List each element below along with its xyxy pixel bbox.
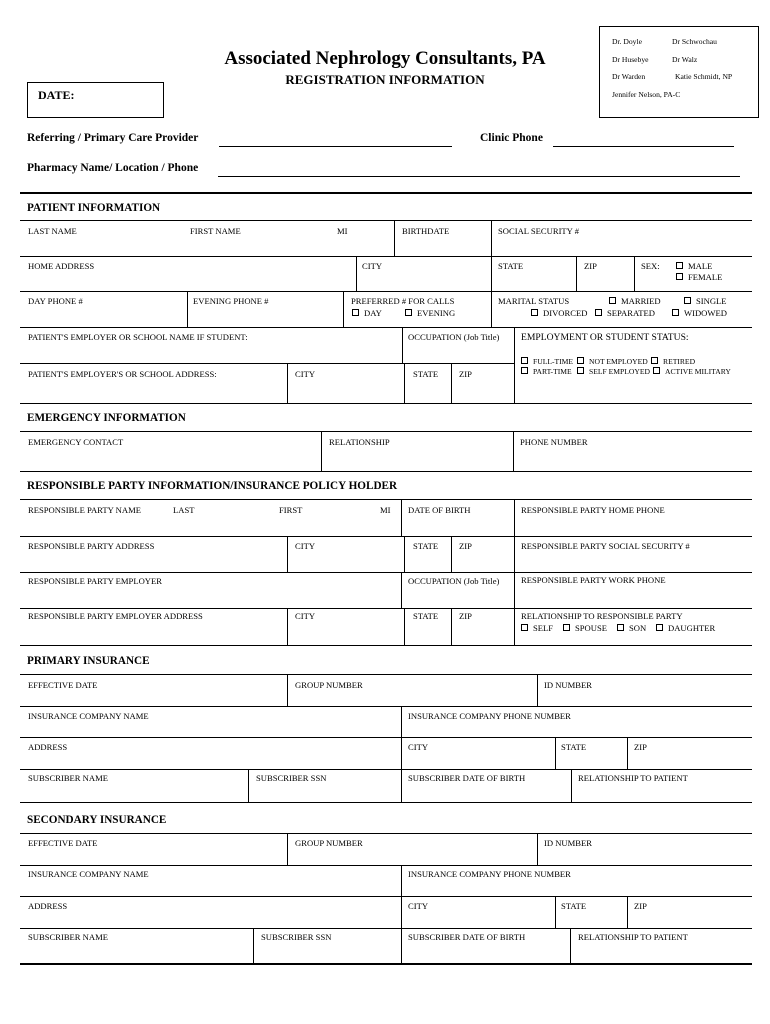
employer-label: PATIENT'S EMPLOYER OR SCHOOL NAME IF STUDENT: [28, 332, 248, 342]
self-employed-option[interactable] [577, 367, 650, 376]
option-label: DAUGHTER [668, 623, 716, 633]
part-time-option[interactable] [521, 367, 572, 376]
state-label: STATE [561, 901, 587, 911]
option-label: DAY [364, 308, 382, 318]
sex-label: SEX: [641, 261, 660, 271]
rp-home-phone-label: RESPONSIBLE PARTY HOME PHONE [521, 505, 665, 515]
daughter-option[interactable] [656, 624, 715, 633]
checkbox[interactable] [563, 624, 570, 631]
divider [20, 928, 752, 929]
option-label: EVENING [417, 308, 456, 318]
checkbox[interactable] [577, 367, 584, 374]
divider [571, 769, 572, 802]
doctor-name: Dr Schwochau [672, 37, 717, 46]
divider [576, 256, 577, 291]
mi-label: MI [337, 226, 348, 236]
id-number-label: ID NUMBER [544, 680, 592, 690]
checkbox[interactable] [656, 624, 663, 631]
occupation-label: OCCUPATION (Job Title) [408, 332, 500, 342]
city-label: CITY [295, 369, 316, 379]
checkbox[interactable] [521, 357, 528, 364]
not-employed-option[interactable] [577, 357, 648, 366]
zip-label: ZIP [459, 541, 472, 551]
preferred-label: PREFERRED # FOR CALLS [351, 296, 455, 306]
section-heading: SECONDARY INSURANCE [27, 814, 167, 826]
option-label: ACTIVE MILITARY [665, 367, 731, 376]
group-number-label: GROUP NUMBER [295, 680, 363, 690]
relationship-label: RELATIONSHIP [329, 437, 390, 447]
divider [20, 471, 752, 472]
divider [401, 706, 402, 802]
insurance-company-label: INSURANCE COMPANY NAME [28, 711, 149, 721]
divider [321, 431, 322, 471]
full-time-option[interactable] [521, 357, 573, 366]
effective-date-label: EFFECTIVE DATE [28, 680, 98, 690]
option-label: SELF [533, 623, 554, 633]
state-label: STATE [498, 261, 524, 271]
doctor-name: Dr Warden [612, 72, 646, 81]
divider [627, 737, 628, 769]
rp-employer-label: RESPONSIBLE PARTY EMPLOYER [28, 576, 162, 586]
pharmacy-field[interactable] [218, 176, 740, 177]
effective-date-label: EFFECTIVE DATE [28, 838, 98, 848]
divider [404, 536, 405, 572]
section-divider [20, 192, 752, 194]
option-label: NOT EMPLOYED [589, 357, 648, 366]
state-label: STATE [413, 369, 439, 379]
divider [513, 431, 514, 471]
option-label: MALE [688, 261, 713, 271]
divider [402, 327, 403, 363]
checkbox[interactable] [352, 309, 359, 316]
subscriber-name-label: SUBSCRIBER NAME [28, 932, 108, 942]
divorced-option[interactable] [531, 309, 587, 318]
checkbox[interactable] [676, 273, 683, 280]
divider [20, 256, 752, 257]
last-name-label: LAST NAME [28, 226, 77, 236]
relationship-to-patient-label: RELATIONSHIP TO PATIENT [578, 932, 688, 942]
divider [451, 536, 452, 572]
occupation-label: OCCUPATION (Job Title) [408, 576, 500, 586]
divider [343, 291, 344, 327]
home-address-label: HOME ADDRESS [28, 261, 95, 271]
divider [20, 536, 752, 537]
divider [401, 572, 402, 608]
divider [20, 737, 752, 738]
female-option[interactable] [676, 273, 722, 282]
rp-name-label: RESPONSIBLE PARTY NAME [28, 505, 141, 515]
first-name-label: FIRST NAME [190, 226, 241, 236]
city-label: CITY [295, 611, 316, 621]
spouse-option[interactable] [563, 624, 607, 633]
divider [491, 291, 492, 327]
subscriber-ssn-label: SUBSCRIBER SSN [256, 773, 327, 783]
divider [404, 608, 405, 645]
divider [20, 865, 752, 866]
doctor-name: Katie Schmidt, NP [675, 72, 733, 81]
insurance-phone-label: INSURANCE COMPANY PHONE NUMBER [408, 869, 571, 879]
section-heading: EMERGENCY INFORMATION [27, 412, 186, 424]
employment-status-label: EMPLOYMENT OR STUDENT STATUS: [521, 332, 689, 343]
rp-dob-label: DATE OF BIRTH [408, 505, 471, 515]
referring-label: Referring / Primary Care Provider [27, 132, 199, 144]
option-label: PART-TIME [533, 367, 572, 376]
divider [287, 536, 288, 572]
divider [287, 674, 288, 706]
divider [20, 896, 752, 897]
section-heading: PATIENT INFORMATION [27, 202, 161, 214]
zip-label: ZIP [634, 742, 647, 752]
divider [20, 291, 752, 292]
checkbox[interactable] [531, 309, 538, 316]
city-label: CITY [408, 742, 429, 752]
insurance-phone-label: INSURANCE COMPANY PHONE NUMBER [408, 711, 571, 721]
rp-last-label: LAST [173, 505, 195, 515]
divider [401, 865, 402, 964]
retired-option[interactable] [651, 357, 695, 366]
checkbox[interactable] [651, 357, 658, 364]
divider [570, 928, 571, 964]
divider [20, 963, 752, 965]
divider [394, 220, 395, 256]
divider [20, 327, 752, 328]
birthdate-label: BIRTHDATE [402, 226, 450, 236]
option-label: SELF EMPLOYED [589, 367, 650, 376]
ssn-label: SOCIAL SECURITY # [498, 226, 580, 236]
option-label: SPOUSE [575, 623, 607, 633]
divider [20, 802, 752, 803]
rp-address-label: RESPONSIBLE PARTY ADDRESS [28, 541, 155, 551]
address-label: ADDRESS [28, 901, 68, 911]
divider [537, 674, 538, 706]
subscriber-ssn-label: SUBSCRIBER SSN [261, 932, 332, 942]
divider [187, 291, 188, 327]
rp-work-phone-label: RESPONSIBLE PARTY WORK PHONE [521, 575, 666, 585]
divider [491, 256, 492, 291]
divider [404, 363, 405, 403]
rp-mi-label: MI [380, 505, 391, 515]
divider [634, 256, 635, 291]
option-label: FEMALE [688, 272, 723, 282]
divider [20, 220, 752, 221]
divider [401, 499, 402, 536]
section-heading: PRIMARY INSURANCE [27, 655, 150, 667]
insurance-company-label: INSURANCE COMPANY NAME [28, 869, 149, 879]
emergency-contact-label: EMERGENCY CONTACT [28, 437, 124, 447]
checkbox[interactable] [577, 357, 584, 364]
date-label: DATE: [38, 88, 75, 102]
page-title: Associated Nephrology Consultants, PA [224, 48, 546, 69]
group-number-label: GROUP NUMBER [295, 838, 363, 848]
doctor-name: Dr Husebye [612, 55, 649, 64]
divider [20, 403, 752, 404]
divider [287, 833, 288, 865]
marital-label: MARITAL STATUS [498, 296, 570, 306]
zip-label: ZIP [459, 611, 472, 621]
separated-option[interactable] [595, 309, 655, 318]
divider [514, 327, 515, 403]
divider [253, 928, 254, 964]
divider [20, 706, 752, 707]
widowed-option[interactable] [672, 309, 727, 318]
phone-label: PHONE NUMBER [520, 437, 588, 447]
married-option[interactable] [609, 297, 661, 306]
divider [20, 674, 752, 675]
divider [20, 833, 752, 834]
checkbox[interactable] [609, 297, 616, 304]
divider [20, 499, 752, 500]
divider [555, 896, 556, 928]
option-label: RETIRED [663, 357, 696, 366]
checkbox[interactable] [405, 309, 412, 316]
divider [537, 833, 538, 865]
option-label: MARRIED [621, 296, 661, 306]
rp-employer-address-label: RESPONSIBLE PARTY EMPLOYER ADDRESS [28, 611, 203, 621]
divider [248, 769, 249, 802]
option-label: SEPARATED [607, 308, 655, 318]
city-label: CITY [295, 541, 316, 551]
rp-first-label: FIRST [279, 505, 303, 515]
state-label: STATE [413, 541, 439, 551]
divider [287, 363, 288, 403]
day-option[interactable] [352, 309, 382, 318]
checkbox[interactable] [595, 309, 602, 316]
checkbox[interactable] [521, 624, 528, 631]
clinic-phone-field[interactable] [553, 146, 734, 147]
evening-phone-label: EVENING PHONE # [193, 296, 269, 306]
divider [451, 363, 452, 403]
divider [451, 608, 452, 645]
doctor-name: Dr. Doyle [612, 37, 642, 46]
rp-relationship-label: RELATIONSHIP TO RESPONSIBLE PARTY [521, 611, 683, 621]
section-heading: RESPONSIBLE PARTY INFORMATION/INSURANCE POLICY HOLDER [27, 480, 398, 492]
page-subtitle: REGISTRATION INFORMATION [285, 72, 485, 87]
subscriber-name-label: SUBSCRIBER NAME [28, 773, 108, 783]
evening-option[interactable] [405, 309, 455, 318]
address-label: ADDRESS [28, 742, 68, 752]
subscriber-dob-label: SUBSCRIBER DATE OF BIRTH [408, 773, 526, 783]
option-label: WIDOWED [684, 308, 727, 318]
divider [20, 363, 514, 364]
referring-field[interactable] [219, 146, 452, 147]
divider [20, 608, 752, 609]
zip-label: ZIP [584, 261, 597, 271]
employer-address-label: PATIENT'S EMPLOYER'S OR SCHOOL ADDRESS: [28, 369, 217, 379]
single-option[interactable] [684, 297, 727, 306]
doctor-name: Jennifer Nelson, PA-C [612, 90, 681, 99]
zip-label: ZIP [634, 901, 647, 911]
city-label: CITY [362, 261, 383, 271]
day-phone-label: DAY PHONE # [28, 296, 83, 306]
divider [20, 572, 752, 573]
divider [20, 431, 752, 432]
id-number-label: ID NUMBER [544, 838, 592, 848]
divider [20, 645, 752, 646]
option-label: SINGLE [696, 296, 727, 306]
checkbox[interactable] [617, 624, 624, 631]
checkbox[interactable] [684, 297, 691, 304]
checkbox[interactable] [653, 367, 660, 374]
option-label: SON [629, 623, 647, 633]
checkbox[interactable] [672, 309, 679, 316]
relationship-to-patient-label: RELATIONSHIP TO PATIENT [578, 773, 688, 783]
rp-ssn-label: RESPONSIBLE PARTY SOCIAL SECURITY # [521, 541, 690, 551]
male-option[interactable] [676, 262, 712, 271]
subscriber-dob-label: SUBSCRIBER DATE OF BIRTH [408, 932, 526, 942]
clinic-phone-label: Clinic Phone [480, 132, 543, 144]
divider [287, 608, 288, 645]
self-option[interactable] [521, 624, 553, 633]
divider [20, 769, 752, 770]
active-military-option[interactable] [653, 367, 731, 376]
state-label: STATE [561, 742, 587, 752]
state-label: STATE [413, 611, 439, 621]
checkbox[interactable] [676, 262, 683, 269]
option-label: DIVORCED [543, 308, 588, 318]
city-label: CITY [408, 901, 429, 911]
checkbox[interactable] [521, 367, 528, 374]
divider [491, 220, 492, 256]
divider [627, 896, 628, 928]
divider [356, 256, 357, 291]
son-option[interactable] [617, 624, 646, 633]
pharmacy-label: Pharmacy Name/ Location / Phone [27, 162, 199, 174]
doctor-name: Dr Walz [672, 55, 698, 64]
zip-label: ZIP [459, 369, 472, 379]
divider [555, 737, 556, 769]
option-label: FULL-TIME [533, 357, 574, 366]
